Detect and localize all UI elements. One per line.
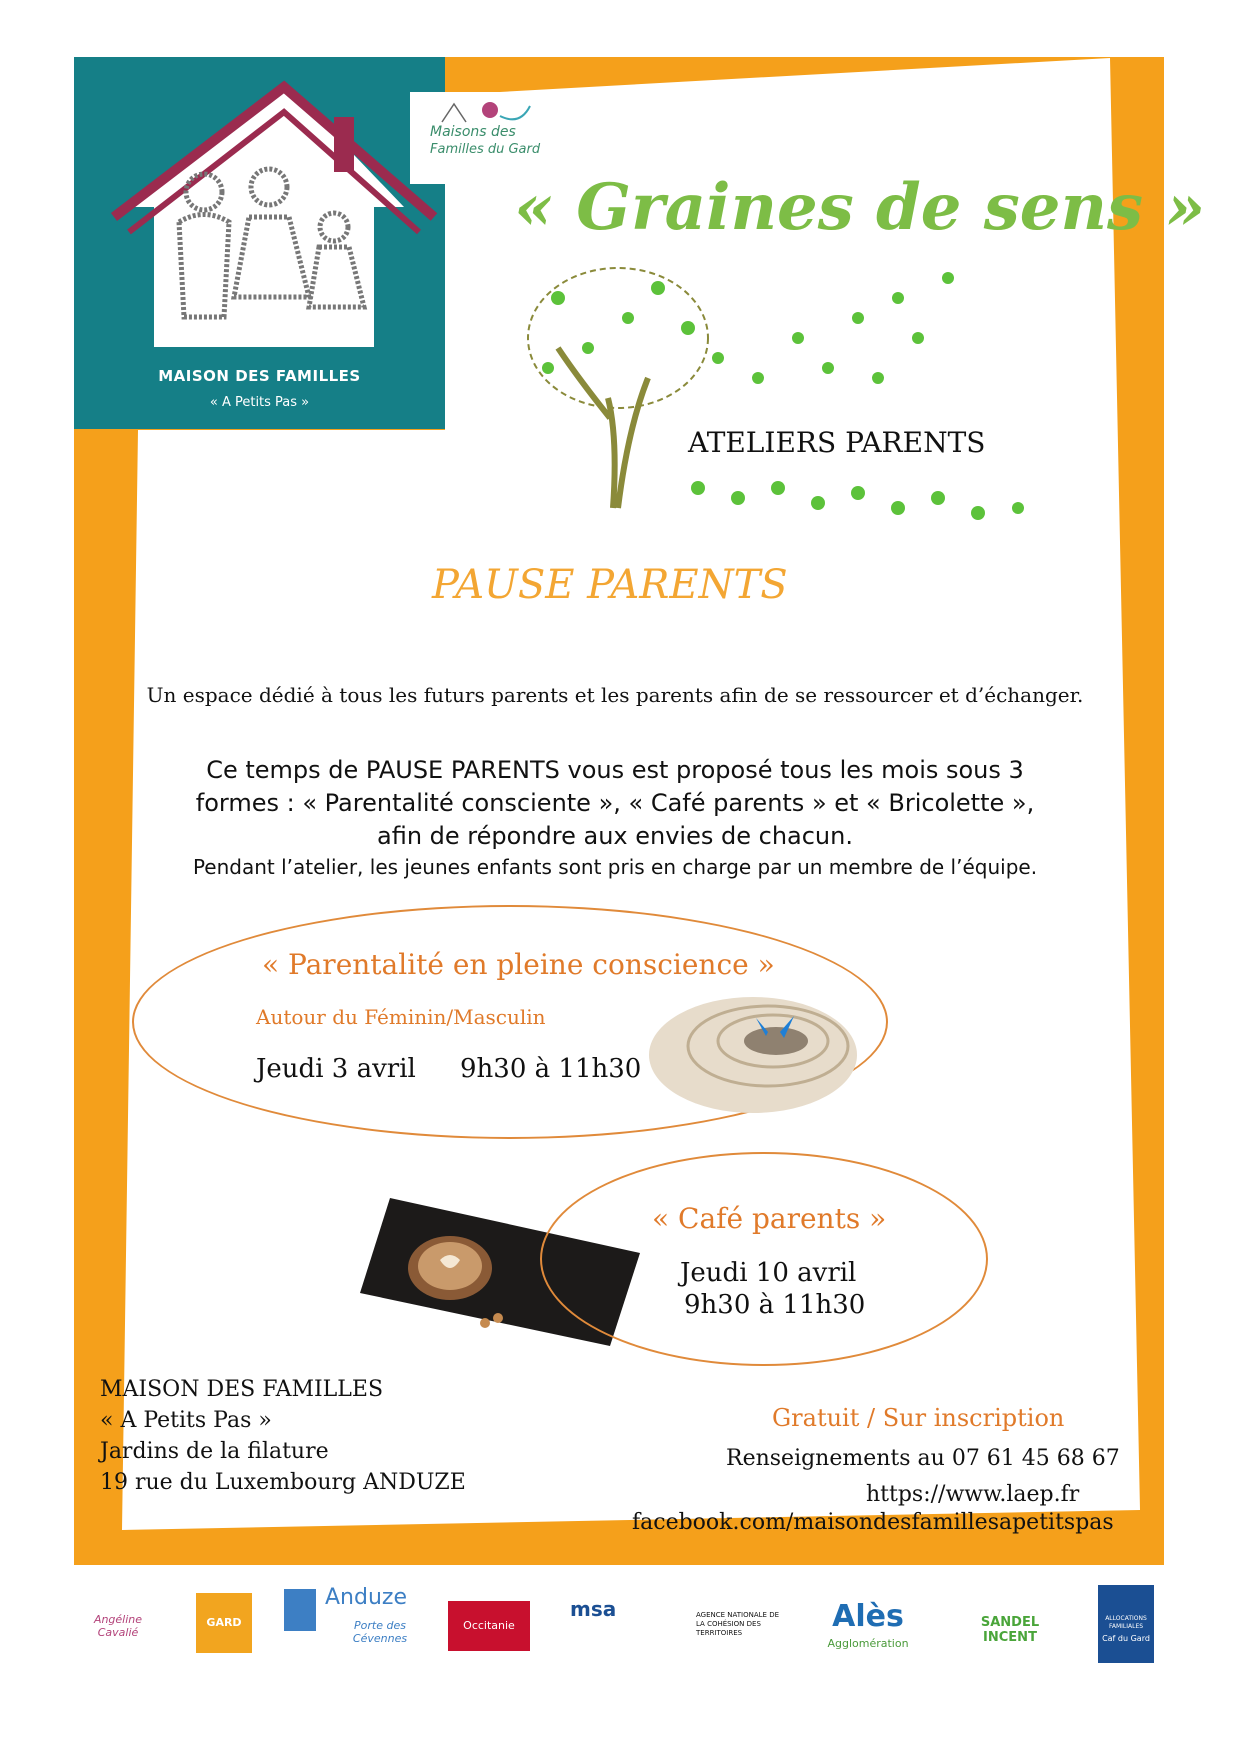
address-line1: MAISON DES FAMILLES xyxy=(100,1377,384,1402)
network-logo-line2: Familles du Gard xyxy=(430,142,541,157)
workshop2-title: « Café parents » xyxy=(652,1202,887,1235)
partner-logo-anduze-shield-icon xyxy=(284,1589,316,1631)
partner-logo-caf xyxy=(1098,1585,1154,1663)
address-line3: Jardins de la filature xyxy=(100,1439,329,1464)
partner-logo-caf-line1: ALLOCATIONS FAMILIALES xyxy=(1105,1615,1147,1630)
price-info: Gratuit / Sur inscription xyxy=(772,1404,1065,1432)
logo-subtitle: « A Petits Pas » xyxy=(209,395,310,410)
workshop1-time: 9h30 à 11h30 xyxy=(460,1054,642,1084)
partner-logo-anct: AGENCE NATIONALE DE LA COHÉSION DES TERRITOIRES xyxy=(696,1611,780,1637)
workshop1-theme: Autour du Féminin/Masculin xyxy=(256,1005,546,1029)
facebook-link[interactable]: facebook.com/maisondesfamillesapetitspas xyxy=(632,1510,1114,1535)
address-line4: 19 rue du Luxembourg ANDUZE xyxy=(100,1470,466,1495)
partner-logo-anduze-tagline: Porte des Cévennes xyxy=(352,1619,408,1645)
partner-logo-angeline: Angéline Cavalié xyxy=(93,1613,143,1639)
description-line3: afin de répondre aux envies de chacun. xyxy=(377,822,853,850)
logo-title: MAISON DES FAMILLES xyxy=(158,367,361,385)
workshop1-title: « Parentalité en pleine conscience » xyxy=(262,948,775,981)
subtitle: ATELIERS PARENTS xyxy=(688,426,986,459)
workshop2-date: Jeudi 10 avril xyxy=(680,1258,857,1288)
bird-house-icon xyxy=(440,96,540,126)
tree-illustration xyxy=(518,258,1048,538)
website-link[interactable]: https://www.laep.fr xyxy=(866,1482,1080,1507)
phone-info: Renseignements au 07 61 45 68 67 xyxy=(726,1446,1120,1471)
partner-logo-ales: Alès xyxy=(832,1599,904,1634)
partner-logo-caf-line2: Caf du Gard xyxy=(1102,1634,1150,1643)
workshop2-time: 9h30 à 11h30 xyxy=(684,1290,866,1320)
description-line2: formes : « Parentalité consciente », « Café parents » et « Bricolette », xyxy=(195,789,1035,817)
intro-text: Un espace dédié à tous les futurs parents et les parents afin de se ressourcer et d’échanger. xyxy=(146,683,1084,707)
page-title: « Graines de sens » xyxy=(514,170,1206,245)
month-label: Avril xyxy=(990,62,1099,116)
partner-logos xyxy=(70,1585,1170,1695)
address-block xyxy=(100,1374,466,1498)
partner-logo-occitanie: Occitanie xyxy=(448,1601,530,1651)
partner-logo-msa: msa xyxy=(570,1597,617,1621)
partner-logo-ales-sub: Agglomération xyxy=(827,1637,909,1650)
description-line1: Ce temps de PAUSE PARENTS vous est proposé tous les mois sous 3 xyxy=(206,756,1024,784)
workshop1-date: Jeudi 3 avril xyxy=(256,1054,416,1084)
section-title: PAUSE PARENTS xyxy=(432,562,788,608)
address-line2: « A Petits Pas » xyxy=(100,1408,272,1433)
partner-logo-anduze-name: Anduze xyxy=(325,1585,407,1610)
description xyxy=(120,754,1110,853)
partner-logo-gard: GARD xyxy=(196,1593,252,1653)
house-family-icon xyxy=(74,57,445,357)
partner-logo-sandel: SANDEL INCENT xyxy=(980,1615,1040,1645)
network-logo-line1: Maisons des xyxy=(430,124,516,140)
maison-des-familles-logo xyxy=(74,57,445,429)
zen-sand-butterfly-image xyxy=(648,996,858,1114)
description-line4: Pendant l’atelier, les jeunes enfants sont pris en charge par un membre de l’équipe. xyxy=(192,855,1038,879)
